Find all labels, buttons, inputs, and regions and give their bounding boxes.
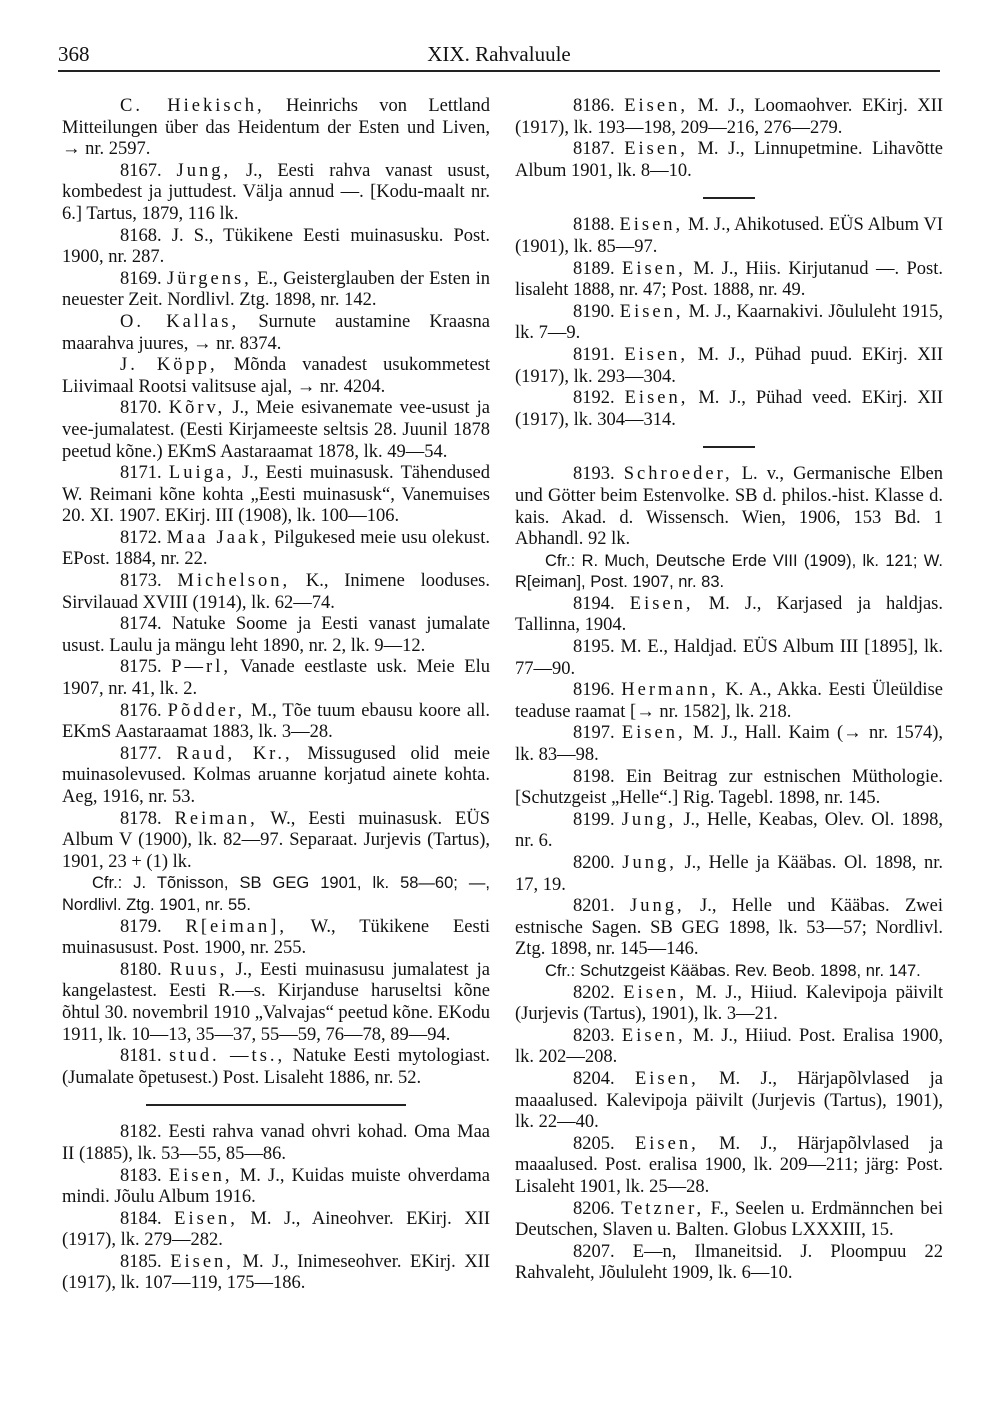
bibliography-entry — [62, 1122, 490, 1165]
entry-author: Eisen, — [624, 388, 689, 409]
entry-number: 8183. — [120, 1165, 169, 1186]
entry-text: M. J., Karjased ja haldjas. Tallinna, 1904. — [515, 593, 943, 636]
entry-number: 8202. — [573, 982, 624, 1003]
entry-author: Eisen, — [629, 593, 694, 614]
entry-text: J. S., Tükikene Eesti muinasusku. Post. 1900, nr. 287. — [62, 225, 491, 268]
entry-text: W., Tükikene Eesti muinasusust. Post. 1900, nr. 255. — [62, 916, 490, 959]
entry-number: 8204. — [573, 1068, 635, 1089]
entry-text: Heinrichs von Lettland Mitteilungen über das Heidentum der Esten und Liven, → nr. 2597. — [62, 96, 490, 160]
bibliography-entry — [62, 701, 490, 744]
entry-number: 8207. — [573, 1241, 633, 1262]
entry-author: J. Köpp, — [120, 355, 218, 376]
entry-text: Eesti rahva vanad ohvri kohad. Oma Maa II (1885), lk. 53—55, 85—86. — [62, 1122, 491, 1164]
bibliography-entry — [62, 744, 490, 809]
entry-author: Kõrv, — [168, 398, 226, 419]
entry-author: Jung, — [176, 160, 232, 181]
entry-author: Maa Jaak, — [166, 527, 270, 548]
entry-text: Missugused olid meie muinasolevused. Kolmas aruanne korjatud ainete kohta. Aeg, 1916, nr. 53. — [62, 743, 490, 807]
bibliography-entry — [515, 1026, 943, 1069]
entry-text: Ein Beitrag zur estnischen Müthologie. [Schutzgeist „Helle“.] Rig. Tagebl. 1898, nr. 145. — [515, 766, 943, 809]
entry-text: M. J., Hiis. Kirjutanud —. Post. lisaleht 1888, nr. 47; Post. 1888, nr. 49. — [515, 258, 944, 301]
bibliography-entry — [515, 983, 943, 1026]
cross-reference — [515, 551, 943, 594]
entry-text: K., Inimene looduses. Sirvilauad XVIII (1914), lk. 62—74. — [62, 571, 490, 613]
entry-author: Michelson, — [177, 571, 291, 592]
entry-author: Eisen, — [623, 982, 688, 1003]
bibliography-entry — [515, 302, 943, 345]
entry-text: M. J., Hiiud. Post. Eralisa 1900, lk. 202—208. — [515, 1025, 943, 1068]
entry-text: Vanade eestlaste usk. Meie Elu 1907, nr. 41, lk. 2. — [62, 657, 490, 700]
entry-number: 8189. — [573, 258, 623, 279]
page-header — [58, 30, 940, 72]
bibliography-entry — [62, 1046, 490, 1089]
bibliography-entry — [62, 463, 490, 528]
entry-number: 8185. — [120, 1251, 171, 1272]
entry-text: M. J., Hiiud. Kalevipoja päivilt (Jurjevis (Tartus), 1901), lk. 3—21. — [515, 982, 943, 1025]
bibliography-entry — [62, 1209, 490, 1252]
entry-text: M. J., Inimeseohver. EKirj. XII (1917), lk. 107—119, 175—186. — [62, 1251, 490, 1294]
entry-text: Surnute austamine Kraasna maarahva juures, → nr. 8374. — [62, 311, 490, 354]
right-column — [515, 96, 943, 1285]
bibliography-entry — [62, 917, 490, 960]
entry-author: Hermann, — [621, 680, 719, 701]
bibliography-entry — [515, 767, 943, 810]
entry-author: Eisen, — [624, 96, 688, 116]
entry-number: 8174. — [120, 614, 173, 635]
bibliography-entry — [62, 96, 490, 161]
entry-author: R[eiman], — [185, 916, 288, 937]
entry-author: Eisen, — [621, 723, 686, 744]
entry-text: J., Eesti muinasusu jumalatest ja kangelastest. Eesti R.—s. Kirjanduse haruseltsi kõne õhtul 30. novembril 1910 „Valvajas“ peetud kõne. EKodu 1911, lk. 10—13, 35—37, 55—59, 76—78, 89—94. — [62, 959, 490, 1045]
bibliography-entry — [62, 1166, 490, 1209]
entry-author: Eisen, — [622, 258, 686, 279]
entry-number: 8200. — [573, 853, 623, 873]
bibliography-entry — [62, 809, 490, 874]
entry-number: 8205. — [573, 1133, 635, 1154]
entry-text: M. J., Hall. Kaim (→ nr. 1574), lk. 83—98. — [515, 723, 944, 766]
entry-number: 8186. — [573, 96, 625, 116]
entry-number: 8206. — [573, 1198, 622, 1219]
bibliography-entry — [62, 398, 490, 463]
cross-reference — [62, 873, 490, 916]
bibliography-entry — [515, 215, 943, 258]
entry-author: Eisen, — [174, 1208, 238, 1229]
entry-number: 8178. — [120, 808, 175, 829]
bibliography-entry — [515, 1069, 943, 1134]
entry-number: 8169. — [120, 268, 167, 289]
entry-number: 8192. — [573, 388, 625, 409]
bibliography-entry — [62, 269, 490, 312]
bibliography-entry — [62, 226, 490, 269]
entry-text: M. J., Kaarnakivi. Jõululeht 1915, lk. 7—9. — [515, 301, 943, 344]
entry-text: J., Meie esivanemate vee-usust ja vee-jumalatest. (Eesti Kirjameeste seltsis 28. Juunil 1878 peetud kõne.) EKmS Aastaraamat 1878, lk. 49—54. — [62, 398, 491, 462]
entry-text: M. J., Kuidas muiste ohverdama mindi. Jõulu Album 1916. — [62, 1165, 491, 1208]
page-number: 368 — [58, 42, 90, 66]
entry-text: M. J., Aineohver. EKirj. XII (1917), lk. 279—282. — [62, 1208, 490, 1251]
entry-number: 8173. — [120, 571, 178, 592]
entry-text: M., Tõe tuum ebausu koore all. EKmS Aastaraamat 1883, lk. 3—28. — [62, 700, 490, 743]
entry-text: J. Tõnisson, SB GEG 1901, lk. 58—60; —, Nordlivl. Ztg. 1901, nr. 55. — [62, 874, 490, 914]
entry-author: Schroeder, — [623, 464, 733, 485]
entry-author: Tetzner, — [621, 1198, 705, 1219]
entry-number: 8172. — [120, 527, 167, 548]
entry-number: 8170. — [120, 398, 169, 419]
entry-text: J., Helle, Keabas, Olev. Ol. 1898, nr. 6. — [515, 809, 944, 852]
entry-author: Eisen, — [621, 1025, 686, 1046]
entry-number: 8167. — [120, 160, 177, 181]
entry-number: 8198. — [573, 766, 626, 787]
entry-author: Jürgens, — [167, 268, 252, 289]
entry-number: 8199. — [573, 809, 622, 830]
entry-author: C. Hiekisch, — [120, 96, 265, 116]
entry-number: Cfr.: — [545, 551, 582, 570]
bibliography-entry — [62, 960, 490, 1046]
bibliography-entry — [515, 1242, 943, 1285]
entry-number: 8171. — [120, 463, 169, 484]
entry-text: Pilgukesed meie usu olekust. EPost. 1884, nr. 22. — [62, 527, 490, 570]
entry-number: 8182. — [120, 1122, 169, 1143]
entry-text: M. J., Pühad puud. EKirj. XII (1917), lk. 293—304. — [515, 344, 944, 387]
entry-number: 8168. — [120, 225, 172, 246]
entry-text: M. J., Ahikotused. EÜS Album VI (1901), lk. 85—97. — [515, 215, 944, 257]
entry-author: Eisen, — [624, 344, 689, 365]
entry-number: 8184. — [120, 1208, 175, 1229]
entry-number: 8194. — [573, 593, 630, 614]
entry-number: 8201. — [573, 896, 631, 917]
entry-text: M. J., Loomaohver. EKirj. XII (1917), lk. 193—198, 209—216, 276—279. — [515, 96, 944, 138]
section-divider — [703, 446, 755, 449]
entry-text: J., Eesti muinasusk. Tähendused W. Reimani kõne kohta „Eesti muinasusk“, Vanemuises 20. XI. 1907. EKirj. III (1908), lk. 100—106. — [62, 463, 490, 527]
bibliography-entry — [515, 810, 943, 853]
entry-text: E—n, Ilmaneitsid. J. Ploompuu 22 Rahvaleht, Jõululeht 1909, lk. 6—10. — [515, 1241, 943, 1284]
entry-text: W., Eesti muinasusk. EÜS Album V (1900), lk. 82—97. Separaat. Jurjevis (Tartus), 1901, 23 + (1) lk. — [62, 808, 490, 872]
entry-number: 8190. — [573, 301, 620, 322]
entry-author: O. Kallas, — [120, 311, 240, 332]
entry-text: F., Seelen u. Erdmännchen bei Deutschen, Slaven u. Balten. Globus LXXXIII, 15. — [515, 1198, 943, 1241]
bibliography-entry — [515, 594, 943, 637]
entry-author: Luiga, — [168, 463, 235, 484]
entry-author: Eisen, — [624, 139, 688, 160]
entry-text: K. A., Akka. Eesti Üleüldise teaduse raamat [→ nr. 1582], lk. 218. — [515, 680, 943, 722]
entry-number: 8203. — [573, 1025, 622, 1046]
section-divider — [703, 197, 755, 200]
entry-number: 8197. — [573, 723, 622, 744]
bibliography-entry — [515, 464, 943, 550]
entry-author: stud. —ts., — [169, 1046, 286, 1067]
entry-number: 8187. — [573, 139, 625, 160]
bibliography-entry — [515, 853, 943, 896]
entry-author: Eisen, — [634, 1068, 699, 1089]
entry-author: P—rl, — [171, 657, 231, 678]
entry-number: 8195. — [573, 637, 621, 658]
entry-number: 8177. — [120, 743, 177, 764]
entry-author: Eisen, — [168, 1165, 233, 1186]
bibliography-entry — [62, 1252, 490, 1295]
entry-author: Jung, — [621, 809, 677, 830]
entry-number: 8188. — [573, 215, 620, 236]
bibliography-entry — [62, 161, 490, 226]
section-divider — [146, 1104, 406, 1107]
entry-text: M. E., Haldjad. EÜS Album III [1895], lk. 77—90. — [515, 637, 944, 679]
entry-author: Raud, Kr., — [176, 743, 293, 764]
entry-author: Eisen, — [619, 301, 684, 322]
entry-author: Eisen, — [619, 215, 684, 236]
cross-reference — [515, 961, 943, 983]
bibliography-entry — [515, 896, 943, 961]
entry-author: Reiman, — [174, 808, 258, 829]
entry-author: Jung, — [622, 853, 677, 873]
entry-number: 8175. — [120, 657, 172, 678]
entry-number: 8179. — [120, 916, 186, 937]
bibliography-entry — [62, 614, 490, 657]
entry-author: Jung, — [630, 896, 685, 917]
entry-number: 8193. — [573, 464, 624, 485]
running-title: XIX. Rahvaluule — [427, 42, 571, 66]
entry-number: 8180. — [120, 959, 170, 980]
bibliography-entry — [62, 312, 490, 355]
entry-author: Eisen, — [170, 1251, 234, 1272]
entry-number: 8191. — [573, 344, 625, 365]
entry-number: 8196. — [573, 680, 622, 701]
bibliography-entry — [62, 657, 490, 700]
entry-number: Cfr.: — [545, 961, 580, 980]
bibliography-entry — [515, 723, 943, 766]
bibliography-entry — [515, 1199, 943, 1242]
entry-text: Mõnda vanadest usukommetest Liivimaal Rootsi valitsuse ajal, → nr. 4204. — [62, 355, 491, 397]
entry-text: M. J., Pühad veed. EKirj. XII (1917), lk. 304—314. — [515, 388, 944, 430]
bibliography-entry — [62, 571, 490, 614]
entry-author: Põdder, — [167, 700, 245, 721]
entry-text: J., Helle ja Kääbas. Ol. 1898, nr. 17, 19. — [515, 853, 943, 895]
entry-text: R. Much, Deutsche Erde VIII (1909), lk. 121; W. R[eiman], Post. 1907, nr. 83. — [515, 551, 943, 592]
entry-text: L. v., Germanische Elben und Götter beim Estenvolke. SB d. philos.-hist. Klasse d. kais. Akad. d. Wissensch. Wien, 1906, 153 Bd. 1 Abhandl. 92 lk. — [515, 464, 943, 550]
bibliography-entry — [62, 528, 490, 571]
entry-text: J., Helle und Kääbas. Zwei estnische Sagen. SB GEG 1898, lk. 53—57; Nordlivl. Ztg. 1898, nr. 145—146. — [515, 896, 944, 960]
entry-text: E., Geisterglauben der Esten in neuester Zeit. Nordlivl. Ztg. 1898, nr. 142. — [62, 268, 490, 311]
entry-text: Natuke Soome ja Eesti vanast jumalate usust. Laulu ja mängu leht 1890, nr. 2, lk. 9—12. — [62, 614, 491, 656]
entry-number: Cfr.: — [92, 874, 134, 893]
bibliography-entry — [515, 259, 943, 302]
entry-number: 8176. — [120, 700, 168, 721]
entry-number: 8181. — [120, 1046, 170, 1067]
bibliography-entry — [515, 345, 943, 388]
left-column — [62, 96, 490, 1295]
bibliography-entry — [515, 96, 943, 139]
entry-text: M. J., Linnupetmine. Lihavõtte Album 1901, lk. 8—10. — [515, 139, 943, 181]
entry-text: M. J., Härjapõlvlased ja maaalused. Kalevipoja päivilt (Jurjevis (Tartus), 1901), lk. 22—40. — [515, 1068, 943, 1133]
bibliography-entry — [515, 637, 943, 680]
entry-text: Schutzgeist Kääbas. Rev. Beob. 1898, nr. 147. — [579, 961, 921, 980]
bibliography-entry — [62, 355, 490, 398]
entry-author: Ruus, — [169, 959, 228, 980]
bibliography-entry — [515, 139, 943, 182]
bibliography-entry — [515, 680, 943, 723]
bibliography-entry — [515, 388, 943, 431]
entry-text: Natuke Eesti mytologiast. (Jumalate õpetusest.) Post. Lisaleht 1886, nr. 52. — [62, 1046, 490, 1088]
bibliography-entry — [515, 1134, 943, 1199]
entry-author: Eisen, — [634, 1133, 699, 1154]
entry-text: M. J., Härjapõlvlased ja maaalused. Post. eralisa 1900, lk. 209—211; järg: Post. Lisaleht 1901, lk. 25—28. — [515, 1133, 943, 1197]
entry-text: J., Eesti rahva vanast usust, kombedest ja juttudest. Välja annud —. [Kodu-maalt nr. 6.] Tartus, 1879, 116 lk. — [62, 160, 490, 224]
